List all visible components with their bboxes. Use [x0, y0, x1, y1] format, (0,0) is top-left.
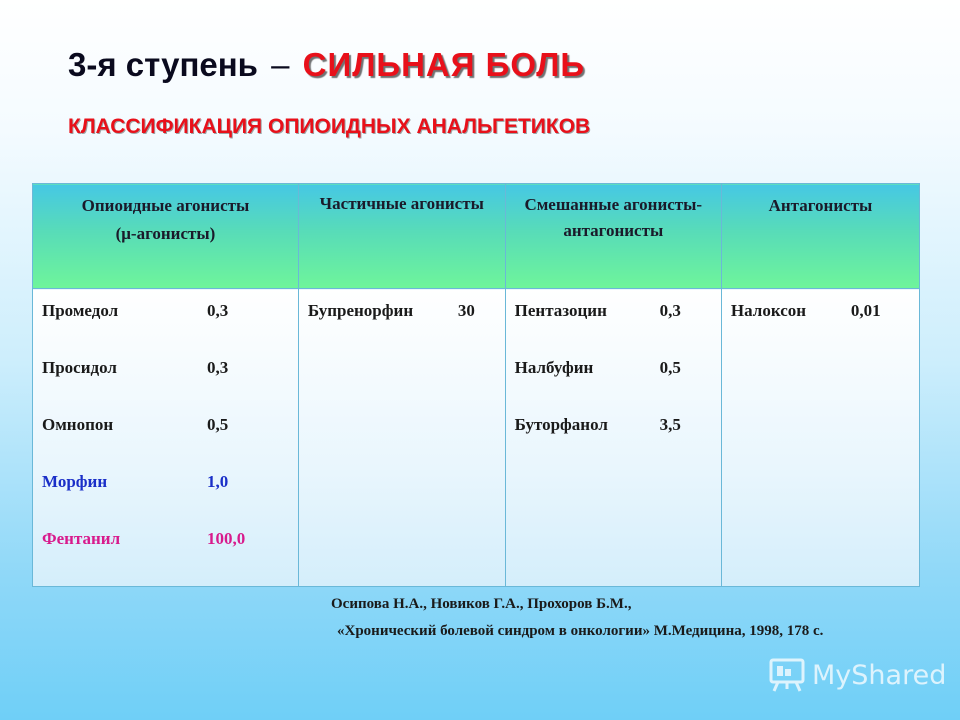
title-dash: –: [271, 46, 290, 83]
header-mixed: Смешанные агонисты-антагонисты: [505, 184, 721, 289]
reference-source: «Хронический болевой синдром в онкологии» М.Медицина, 1998, 178 с.: [337, 623, 824, 639]
reference-authors: Осипова Н.А., Новиков Г.А., Прохоров Б.М.,: [331, 596, 632, 612]
slide-subtitle: КЛАССИФИКАЦИЯ ОПИОИДНЫХ АНАЛЬГЕТИКОВ: [68, 115, 591, 138]
column-antagonists: [721, 289, 919, 587]
table-header-row: [33, 184, 920, 289]
drug-row-fentanyl: Фентанил 100,0: [42, 529, 246, 548]
watermark-logo: [768, 656, 946, 694]
column-agonists: [33, 289, 299, 587]
drug-row-morphine: Морфин 1,0: [42, 472, 229, 491]
header-antagonists: Антагонисты: [721, 184, 919, 289]
drug-row: Омнопон 0,5: [42, 415, 229, 434]
slide-title: [68, 46, 585, 84]
header-agonists: Опиоидные агонисты (μ-агонисты): [33, 184, 299, 289]
drug-row: Просидол 0,3: [42, 358, 229, 377]
title-highlight: СИЛЬНАЯ БОЛЬ: [302, 46, 586, 83]
watermark-text: MyShared: [812, 659, 947, 691]
drug-row: Промедол 0,3: [42, 301, 229, 320]
table-row: [33, 289, 920, 587]
drug-row: Буторфанол 3,5: [514, 415, 681, 434]
column-partial-agonists: [298, 289, 505, 587]
drug-row: Бупренорфин 30: [307, 301, 475, 320]
chalkboard-icon: [768, 656, 806, 694]
drug-row: Налоксон 0,01: [730, 301, 881, 320]
title-prefix: 3-я ступень: [68, 46, 258, 83]
drug-row: Пентазоцин 0,3: [514, 301, 681, 320]
opioid-classification-table: [32, 183, 920, 587]
column-mixed: [505, 289, 721, 587]
drug-row: Налбуфин 0,5: [514, 358, 681, 377]
header-partial-agonists: Частичные агонисты: [298, 184, 505, 289]
